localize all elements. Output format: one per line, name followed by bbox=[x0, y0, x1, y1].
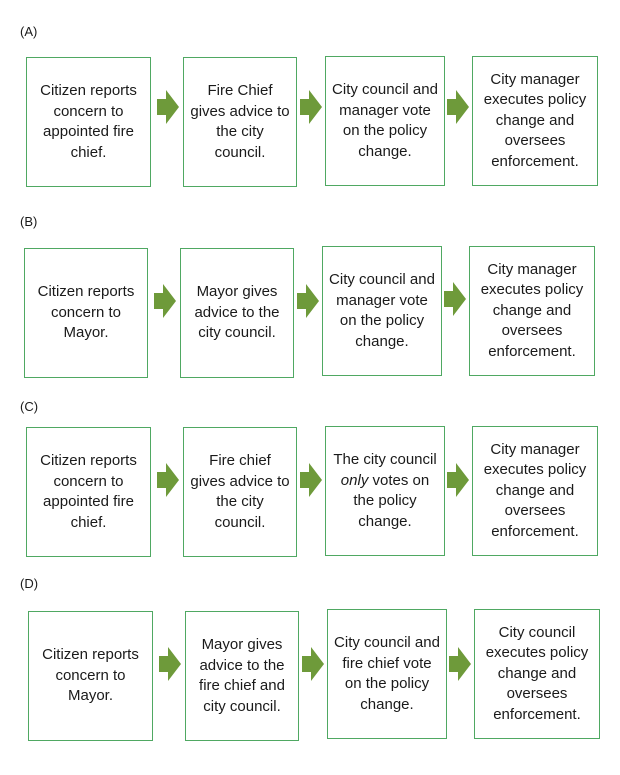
step-text-part: The city council bbox=[333, 451, 437, 468]
step-text: City council and manager vote on the policy change. bbox=[329, 271, 435, 350]
step-text: Citizen reports concern to Mayor. bbox=[42, 646, 139, 705]
option-label: (D) bbox=[20, 576, 39, 591]
arrow-icon bbox=[447, 90, 469, 124]
option-label: (A) bbox=[20, 24, 38, 39]
step-box bbox=[26, 57, 151, 187]
step-text: Citizen reports concern to appointed fire chief. bbox=[40, 82, 137, 161]
step-text: City council executes policy change and oversees enforcement. bbox=[485, 623, 589, 723]
step-box bbox=[472, 426, 598, 556]
step-box bbox=[183, 427, 297, 557]
arrow-icon bbox=[157, 90, 179, 124]
arrow-icon bbox=[300, 90, 322, 124]
step-box bbox=[180, 248, 294, 378]
step-box bbox=[322, 246, 442, 376]
emphasis-only: only bbox=[340, 471, 369, 489]
arrow-icon bbox=[302, 647, 324, 681]
step-text: Fire Chief gives advice to the city council. bbox=[190, 82, 290, 161]
step-text: Mayor gives advice to the city council. bbox=[194, 283, 280, 342]
step-text: City council and manager vote on the policy change. bbox=[332, 81, 438, 160]
step-box bbox=[469, 246, 595, 376]
step-text: City manager executes policy change and oversees enforcement. bbox=[483, 70, 587, 170]
step-text: City manager executes policy change and oversees enforcement. bbox=[480, 260, 584, 360]
step-text: City council and fire chief vote on the policy change. bbox=[334, 634, 440, 713]
step-box bbox=[28, 611, 153, 741]
step-text-part: votes on the policy change. bbox=[353, 471, 430, 530]
arrow-icon bbox=[159, 647, 181, 681]
step-text bbox=[332, 450, 438, 532]
step-box bbox=[26, 427, 151, 557]
step-text: Citizen reports concern to appointed fire chief. bbox=[40, 452, 137, 531]
step-box bbox=[24, 248, 148, 378]
step-box bbox=[183, 57, 297, 187]
arrow-icon bbox=[300, 463, 322, 497]
step-box bbox=[474, 609, 600, 739]
step-box bbox=[325, 56, 445, 186]
arrow-icon bbox=[297, 284, 319, 318]
option-label: (B) bbox=[20, 214, 38, 229]
arrow-icon bbox=[154, 284, 176, 318]
step-box bbox=[325, 426, 445, 556]
step-text: Fire chief gives advice to the city council. bbox=[190, 452, 290, 531]
step-box bbox=[185, 611, 299, 741]
arrow-icon bbox=[157, 463, 179, 497]
step-box bbox=[472, 56, 598, 186]
step-text: Mayor gives advice to the fire chief and city council. bbox=[199, 636, 285, 715]
arrow-icon bbox=[444, 282, 466, 316]
arrow-icon bbox=[447, 463, 469, 497]
option-label: (C) bbox=[20, 399, 39, 414]
step-text: Citizen reports concern to Mayor. bbox=[37, 283, 135, 342]
step-box bbox=[327, 609, 447, 739]
step-text: City manager executes policy change and oversees enforcement. bbox=[483, 440, 587, 540]
arrow-icon bbox=[449, 647, 471, 681]
